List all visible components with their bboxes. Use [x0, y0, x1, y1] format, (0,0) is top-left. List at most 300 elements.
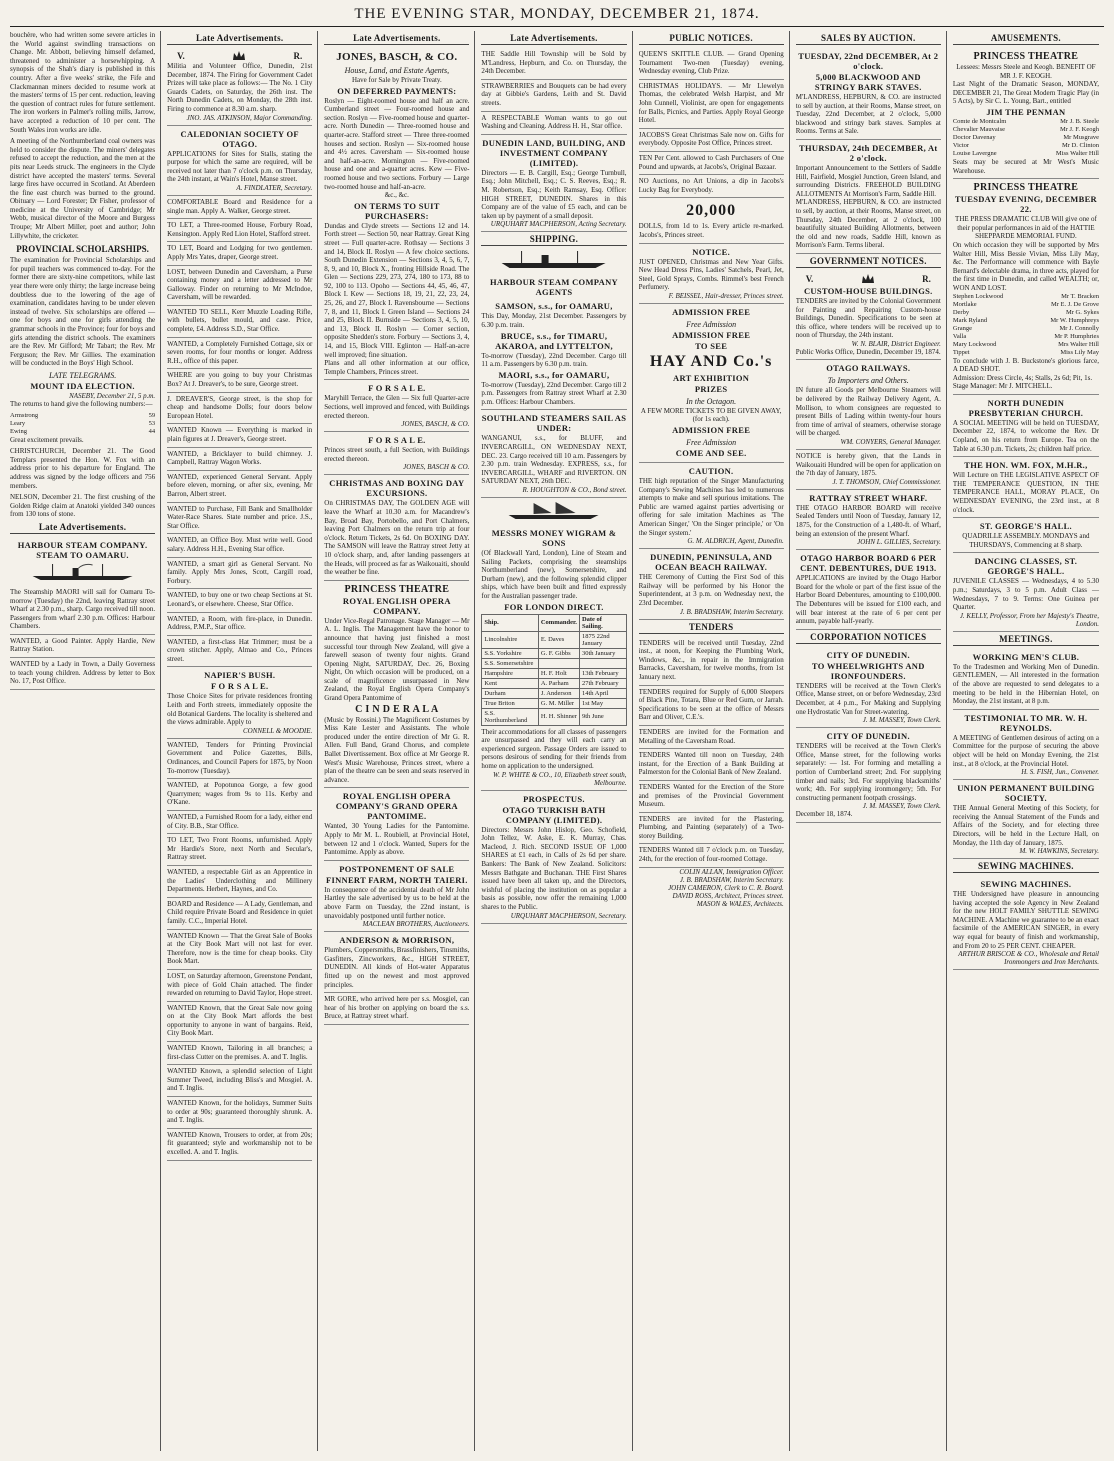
ad-text: Will Lecture on THE LEGISLATIVE ASPECT OF THE TEMPERANCE QUESTION, IN THE TEMPERANCE HALL, MORAY PLACE, On WEDNESDAY EVENING, the 23rd inst., at 8 o'clock. — [952, 471, 1099, 514]
ad-heading: NORTH DUNEDIN PRESBYTERIAN CHURCH. — [968, 397, 1084, 418]
section-heading: Late Advertisements. — [10, 522, 155, 534]
ad-text: WANTED, to buy one or two cheap Sections at St. Leonard's, or elsewhere. Cheese, Star Office. — [167, 591, 313, 608]
ad-signature: JNO. JAS. ATKINSON, Major Commanding. — [186, 113, 313, 122]
ad-text: NO Auctions, no Art Unions, a dip in Jacobs's Lucky Bag for Everybody. — [638, 177, 784, 194]
cast-row — [953, 309, 1099, 317]
cast-row — [953, 341, 1099, 349]
advertisement — [167, 448, 312, 471]
ad-heading: TUESDAY EVENING, DECEMBER 22. — [954, 194, 1098, 215]
ad-heading: OTAGO TURKISH BATH COMPANY (LIMITED). — [502, 804, 606, 825]
ad-text: THE PRESS DRAMATIC CLUB Will give one of their popular performances in aid of the HATTIE SHEPPARDE MEMORIAL FUND. — [955, 215, 1097, 241]
advertisement — [167, 242, 312, 265]
ad-signature: ARTHUR BRISCOE & CO., Wholesale and Retail Ironmongers and Iron Merchants. — [958, 950, 1099, 967]
ad-heading: HARBOUR STEAM COMPANY. STEAM TO OAMARU. — [17, 539, 148, 560]
ad-heading: ANDERSON & MORRISON, — [339, 935, 455, 946]
ad-text: The Steamship MAORI will sail for Oamaru To-morrow (Tuesday) the 22nd, leaving Rattray street Wharf at 2.30 p.m., sharp. Cargo received till noon. Passengers from wharf 2.30 p.m. Offices: Harbour Chambers. — [10, 587, 156, 631]
ad-text: Roslyn — Eight-roomed house and half an acre. Cumberland street — Four-roomed house and section. Roslyn — Five-roomed house and quarter-acre. North Dunedin — Three-roomed house and quarter-acre. Stafford street — Three three-roomed houses and section. Roslyn — Six-roomed house and 4½ acres. Caversham — Six-roomed house and half-an-acre. Mornington — Five-roomed house and one and a-quarter acres. Kew — Five-roomed house and two sections. Forbury — Large two-roomed house and half-an-acre. — [324, 96, 470, 191]
ad-line: Free Admission — [686, 438, 737, 448]
advertisement — [167, 534, 312, 557]
cast-role: Stephen Lockwood — [952, 292, 1004, 300]
ad-line: ADMISSION FREE — [672, 329, 751, 340]
crest-letter: R. — [922, 273, 931, 284]
advertisement — [639, 844, 784, 867]
ad-text: J. DREAVER'S, George street, is the shop for cheap and handsome Dolls; four doors below European Hotel. — [167, 394, 313, 420]
ad-heading: PRINCESS THEATRE — [973, 182, 1079, 194]
ad-text: Seats may be secured at Mr West's Music Warehouse. — [952, 157, 1099, 175]
ad-heading: DUNEDIN, PENINSULA, AND OCEAN BEACH RAILWAY. — [650, 552, 773, 573]
ad-heading: FOR LONDON DIRECT. — [504, 601, 604, 612]
ad-heading: 5,000 BLACKWOOD AND STRINGY BARK STAVES. — [814, 72, 922, 92]
ad-text: Admission: Dress Circle, 4s; Stalls, 2s 6d; Pit, 1s. — [952, 373, 1093, 382]
advertisement — [481, 112, 626, 135]
advertisement — [639, 129, 784, 152]
sailing-table — [481, 614, 626, 726]
table-header — [482, 614, 626, 631]
ad-line: In the Octagon. — [686, 396, 737, 406]
ad-text: JUST OPENED, Christmas and New Year Gifts. New Head Dress Pins, Ladies' Satchels, Pearl, Jet, Steel, Gold Sprays, Combs. Rimmel's best French Perfumery. — [638, 257, 784, 292]
advertisement — [639, 813, 784, 845]
column-2 — [167, 31, 318, 1451]
ad-text: TO LET, Board and Lodging for two gentlemen. Apply Mrs Yates, draper, George street. — [167, 244, 313, 261]
election-heading: MOUNT IDA ELECTION. — [30, 380, 135, 391]
ad-text: Last Night of the Dramatic Season, MONDAY, DECEMBER 21, The Great Modern Tragic Play (in 5 Acts), by Sir C. L. Young, Bart., entitled — [952, 80, 1099, 106]
ad-text: THE OTAGO HARBOR BOARD will receive Sealed Tenders until Noon of Tuesday, January 12, 1875, for the Construction of a 1,480-ft. of Wharf, being an extension of the present Wharf. — [795, 503, 941, 538]
ad-heading: F O R S A L E. — [368, 383, 426, 394]
advertisement — [481, 410, 626, 498]
cast-row — [953, 333, 1099, 341]
advertisement — [167, 636, 312, 668]
ad-heading: ROYAL ENGLISH OPERA COMPANY'S GRAND OPERA PANTOMIME. — [335, 791, 458, 822]
ad-line: COME AND SEE. — [675, 448, 747, 459]
section-heading: Late Advertisements. — [481, 33, 626, 45]
cast-role: Tippet — [952, 348, 970, 356]
article-text: The examination for Provincial Scholarships and for pupil teachers was commenced to-day. For the former there are sixty-nine competitors, while last year there were only thirty; the large increase being doubtless due to the lowering of the age of examination, candidates having to be under eleven instead of twelve. Six scholarships are offered — one for boys and one for girls attending the grammar schools in the Province; four for boys and girls attending the district schools. The examiners are the Rev. Mr Gifford; Mr Tabart; the Rev. Mr Ferguson; the Rev. Mr Gillies. The examination will be conducted in the Boys' High School. — [10, 256, 156, 368]
advertisement — [953, 395, 1099, 457]
advertisement — [167, 1097, 312, 1129]
classified-list — [167, 739, 312, 1161]
ad-text: WANTED Known — That the Great Sale of Books at the City Book Mart will not last for ever. Therefore, now is the time for cheap books. City Book Mart. — [167, 931, 313, 966]
advertisement — [167, 779, 312, 811]
ad-text: WANTED, experienced General Servant. Apply before eleven, morning, or after six, evening, Mr Barron, Albert street. — [167, 472, 313, 498]
advertisement — [167, 196, 312, 219]
ad-signature: J. M. MASSEY, Town Clerk. — [862, 802, 941, 811]
ad-heading: TUESDAY, 22nd DECEMBER, At 2 o'clock. — [798, 51, 939, 71]
candidate-name: Leary — [10, 419, 26, 427]
ad-heading: DANCING CLASSES, ST. GEORGE'S HALL. — [974, 556, 1078, 577]
advertisement — [639, 80, 784, 129]
section-heading: Late Advertisements. — [324, 33, 469, 45]
ad-text: WANTED, a Good Painter. Apply Hardie, New Rattray Station. — [10, 636, 156, 654]
advertisement — [10, 537, 155, 635]
candidate-votes: 59 — [148, 411, 156, 419]
section-heading: CORPORATION NOTICES — [796, 632, 941, 644]
column-7 — [953, 31, 1104, 1451]
ad-signature: DAVID ROSS, Architect, Princes street. — [672, 891, 784, 900]
table-cell: 27th February — [579, 678, 626, 688]
ad-line: ADMISSION FREE — [672, 425, 751, 436]
advertisement — [167, 48, 312, 126]
signers-list — [639, 868, 784, 908]
royal-crest — [167, 50, 312, 62]
advertisement — [10, 635, 155, 658]
ad-text: APPLICATIONS are invited by the Otago Harbor Board for the whole or part of the first issue of the Harbor Board Debentures, amounting to £100,000. The Debentures will be issued for £100 each, and will bear interest at the rate of 6 per cent per annum, payable half-yearly. — [795, 574, 941, 626]
table-cell: E. Daves — [538, 631, 579, 648]
advertisement — [953, 553, 1099, 631]
ad-heading: F O R S A L E. — [210, 681, 269, 692]
advertisement — [796, 450, 941, 490]
ad-heading: F O R S A L E. — [368, 435, 426, 446]
candidate-name: Ewing — [10, 427, 27, 435]
section-heading: Late Advertisements. — [167, 33, 312, 45]
ad-text: Important Announcement to the Settlers of Saddle Hill, Fairfield, Mosgiel Junction, Green Island, and surrounding Districts. FREEHOLD BUILDING ALLOTMENTS At Morrison's Farm, Saddle Hill. — [795, 163, 941, 198]
sailing-ship-icon — [481, 502, 626, 520]
advertisement — [167, 471, 312, 503]
ad-signature: JOHN CAMERON, Clerk to C. R. Board. — [668, 883, 784, 892]
ad-text: TENDERS will be received at the Town Clerk's Office, Manse street, for the following works separately: — 1st. For forming and metalling a portion of Cumberland street; 2nd. For supplying timber and nails; 3rd. For supplying blacksmiths' work; 4th. For supplying ironmongery; 5th. For constructing permanent footpath crossings. — [795, 742, 941, 802]
cast-role: Valla — [952, 332, 967, 340]
candidate-votes: 44 — [148, 427, 156, 435]
advertisement — [167, 1129, 312, 1161]
advertisement — [167, 613, 312, 636]
ad-text: QUEEN'S SKITTLE CLUB. — Grand Opening Tournament Two-men (Tuesday) evening, Wednesday evening, Club Prize. — [638, 50, 784, 76]
advertisement — [167, 1065, 312, 1097]
ad-heading: HARBOUR STEAM COMPANY AGENTS — [490, 277, 618, 298]
ad-text: (Of Blackwall Yard, London), Line of Steam and Sailing Packets, comprising the steamships Northumberland (new), Somersetshire, and Durham (new), and the following splendid clipper ships, which have been built and fitted expressly for the Australian passenger trade. — [481, 549, 627, 600]
ad-signature: J. B. BRADSHAW, Interim Secretary. — [679, 607, 784, 616]
ad-text: December 18, 1874. — [795, 810, 853, 819]
ad-text: WANTED, a Room, with fire-place, in Dunedin. Address, P.M.P., Star office. — [167, 614, 313, 632]
ad-text: THE Saddle Hill Township will be Sold by M'Landress, Hepburn, and Co. on Thursday, the 24th December. — [481, 50, 627, 76]
advertisement — [324, 993, 469, 1025]
table-cell — [579, 658, 626, 668]
section-heading: SEWING MACHINES. — [953, 861, 1099, 873]
ad-signature: A. FINDLATER, Secretary. — [236, 183, 313, 192]
cast-actor: Miss Lily May — [1060, 348, 1099, 356]
advertisement — [639, 781, 784, 813]
ad-text: Their accommodations for all classes of passengers are unsurpassed and they will each carry an experienced surgeon. Passage Orders are issued to persons desirous of sending for their friends from home on application to the undersigned. — [481, 727, 627, 770]
cast-role: Mortlake — [952, 300, 977, 308]
ad-text: Public Works Office, Dunedin, December 19, 1874. — [795, 347, 941, 356]
cast-actor: Mr D. Clinton — [1061, 141, 1099, 149]
ad-text: Directors — E. B. Cargill, Esq.; George Turnbull, Esq.; John Mitchell, Esq.; C. S. Reeves, Esq.; R. M. Robertson, Esq.; Keith Ramsay, Esq. Office: HIGH STREET, DUNEDIN. Shares in this Company are of the value of £5 each, and can be taken up by payment of a small deposit. — [481, 168, 627, 220]
ad-heading: TESTIMONIAL TO MR. W. H. REYNOLDS. — [964, 712, 1088, 733]
advertisement — [639, 637, 784, 686]
advertisement — [481, 791, 626, 924]
ad-text: WANTED, a Bricklayer to build chimney. J. Campbell, Rattray Wagon Works. — [167, 449, 313, 467]
table-cell: J. Anderson — [538, 688, 579, 698]
election-row — [10, 428, 155, 436]
advertisement — [167, 866, 312, 898]
advertisement — [796, 48, 941, 140]
masthead — [10, 6, 1104, 27]
cast-row — [953, 301, 1099, 309]
column-6 — [796, 31, 947, 1451]
cast-actor: Mr P. Humphries — [1054, 332, 1099, 340]
ad-text: Maryhill Terrace, the Glen — Six full Quarter-acre Sections, well improved and fenced, with Buildings erected thereon. — [324, 394, 470, 420]
ad-heading: ON TERMS TO SUIT PURCHASERS: — [353, 200, 440, 221]
ad-text: WANTED Known, that the Great Sale now going on at the City Book Mart affords the best opportunity to anyone in want of bargains. Reid, City Book Mart. — [167, 1003, 313, 1038]
advertisement — [167, 393, 312, 425]
crest-letter: V. — [177, 51, 185, 61]
ad-signature: J. KELLY, Professor, From her Majesty's Theatre, London. — [959, 611, 1099, 628]
ad-text: COMFORTABLE Board and Residence for a single man. Apply A. Walker, George street. — [167, 197, 313, 215]
advertisement — [481, 498, 626, 791]
cast-role: Mary Lockwood — [952, 340, 997, 348]
advertisement — [324, 475, 469, 580]
advertisement — [796, 728, 941, 823]
ad-heading: DUNEDIN LAND, BUILDING, AND INVESTMENT COMPANY (LIMITED). — [482, 137, 626, 168]
columns — [10, 31, 1104, 1451]
ad-text: WANTED TO SELL, Kerr Muzzle Loading Rifle, with bullets, bullet mould, and case. Price, complete, £4. Address S.D., Star Office. — [167, 307, 313, 334]
cast-row — [953, 293, 1099, 301]
ad-text: IN future all Goods per Melbourne Steamers will be delivered by the Railway Delivery Agent, A. Mollison, to whom consignees are requested to present Bills of Lading within twenty-four hours from time of arrival of steamers, otherwise storage will be charged. — [795, 386, 941, 438]
table-cell: S.S. Somersetshire — [482, 658, 538, 668]
advertisement — [167, 1002, 312, 1042]
cast-actor: Mr T. Bracken — [1061, 292, 1099, 300]
cast-actor: Mr J. F. Keogh — [1059, 125, 1099, 133]
cast-role: Comte de Montcalm — [952, 117, 1007, 125]
table-cell — [538, 658, 579, 668]
ad-heading: PROSPECTUS. — [523, 793, 585, 804]
table-row — [482, 678, 626, 688]
table-cell: 9th June — [579, 708, 626, 725]
advertisement — [167, 1042, 312, 1065]
article-text: Great excitement prevails. — [10, 435, 84, 444]
ad-text: Directors: Messrs John Hislop, Geo. Schofield, John Tellez, W. Aske, E. K. Murray, Chas. Macleod, J. Rich. SECOND ISSUE OF 1,000 SHARES at £1 each, in Calls of 2s 6d per share. Bankers: The Bank of New Zealand. Solicitors: Messrs Bathgate and Buchanan. THE First Shares issued have been all taken up, and the Directors, wishful of placing the institution on as popular a basis as possible, now offer the remaining 1,000 shares to the Public. — [481, 825, 627, 911]
advertisement — [796, 490, 941, 550]
ad-text: WHERE are you going to buy your Christmas Box? At J. Dreaver's, to be sure, George street. — [167, 371, 313, 389]
cast-row — [953, 118, 1099, 126]
cast-row — [953, 142, 1099, 150]
cast-row — [953, 317, 1099, 325]
ad-signature: J. T. THOMSON, Chief Commissioner. — [832, 477, 941, 486]
ad-heading: OTAGO RAILWAYS. — [826, 363, 911, 374]
headline-provincial-scholarships: PROVINCIAL SCHOLARSHIPS. — [16, 244, 149, 255]
ad-text: JACOBS'S Great Christmas Sale now on. Gifts for everybody. Opposite Post Office, Princes street. — [638, 130, 784, 148]
election-row — [10, 412, 155, 420]
ad-text: Wanted, 30 Young Ladies for the Pantomime. Apply to Mr M. L. Roubiell, at Provincial Hotel, between 12 and 1 o'clock. Wanted, Supers for the Pantomime. Apply as above. — [324, 822, 470, 857]
ad-text: TO LET, a Three-roomed House, Forbury Road, Kensington. Apply Red Lion Hotel, Stafford street. — [167, 221, 313, 238]
steamship-icon — [10, 563, 155, 581]
column-3 — [324, 31, 475, 1451]
advertisement — [324, 788, 469, 860]
ad-text: M'LANDRESS, HEPBURN, & CO. are instructed to sell by auction, at their Rooms, Manse street, on Tuesday, 22nd December, at 2 o'clock, 5,000 blackwood and stringy bark staves. Samples at Rooms. Terms at Sale. — [795, 93, 941, 136]
ad-text: Those Choice Sites for private residences fronting Leith and Forth streets, immediately opposite the old Botanical Gardens. The locality is sheltered and the views admirable. Apply to — [167, 692, 313, 727]
ad-text: WANTED Known, a splendid selection of Light Summer Tweed, including Bliss's and Mosgiel. A. and T. Inglis. — [167, 1067, 313, 1093]
ad-text: THE high reputation of the Singer Manufacturing Company's Sewing Machines has led to numerous attempts to make and sell spurious imitations. The Public are warned against parties advertising or offering for sale imitation Machines as 'The American Singer,' 'On the Singer principle,' or 'On the Singer system.' — [638, 477, 784, 537]
ad-heading: ON DEFERRED PAYMENTS: — [337, 85, 457, 96]
advertisement — [796, 140, 941, 254]
ad-text: WANTED, a Furnished Room for a lady, either end of City. B.B., Star Office. — [167, 813, 313, 830]
ad-heading: CAUTION. — [688, 466, 734, 477]
cast-role: Grange — [952, 324, 972, 332]
table-cell: Lincolnshire — [482, 631, 538, 648]
advertisement — [639, 198, 784, 243]
advertisement — [324, 380, 469, 432]
table-cell: H. F. Holt — [538, 668, 579, 678]
ad-text: Under Vice-Regal Patronage. Stage Manager — Mr A. L. Inglis. The Management have the honor to announce that having just finished a most successful tour through New Zealand, will give a farewell season of twenty four nights. Grand Opening Night, SATURDAY, Dec. 26, Boxing Night, On which occasion will be produced, on a scale of magnificence unsurpassed in New Zealand, the Royal English Opera Company's Grand Opera Pantomime of — [324, 616, 470, 703]
crest-letter: R. — [293, 51, 303, 61]
election-row — [10, 420, 155, 428]
cast-actor: Mr J. B. Steele — [1060, 117, 1099, 125]
cast-role: Chevalier Mauvaise — [952, 125, 1006, 133]
advertisement — [167, 126, 312, 196]
ad-text: (Music by Rossini.) The Magnificent Costumes by Miss Kate Lester and Assistants. The whole produced under the entire direction of Mr G. R. Allen. Full Band, Grand Chorus, and complete Ballet Divertissement. Box office at Mr George R. West's Music Warehouse, Princes street, where a plan of the theatre can be seen and seats reserved in advance. — [324, 715, 470, 784]
ad-text: Stage Manager: Mr J. MITCHELL. — [952, 382, 1053, 391]
advertisement — [167, 558, 312, 590]
ad-text: JUVENILE CLASSES — Wednesdays, 4 to 5.30 p.m.; Saturdays, 3 to 5 p.m. Adult Class — Wednesdays, 7 to 9. Terms: One Guinea per Quarter. — [952, 577, 1099, 612]
advertisement — [167, 667, 312, 738]
ad-signature: MACLEAN BROTHERS, Auctioneers. — [362, 920, 470, 929]
ad-text: THE Ceremony of Cutting the First Sod of this Railway will be performed by his Honor the Superintendent, at 3 p.m. on Wednesday next, the 23rd December. — [638, 573, 784, 607]
ad-heading: WORKING MEN'S CLUB. — [972, 651, 1080, 662]
ad-text: WANTED Known, Trousers to order, at from 20s; fit guaranteed; style and workmanship not to be excelled. A. and T. Inglis. — [167, 1130, 313, 1156]
ad-text: STRAWBERRIES and Bouquets can be had every day at Gibbie's Gardens, Leith and St. David streets. — [481, 81, 627, 107]
advertisement — [481, 80, 626, 112]
ad-subheading: House, Land, and Estate Agents, — [344, 66, 450, 75]
ad-heading: CITY OF DUNEDIN. — [826, 649, 910, 660]
advertisement — [953, 710, 1099, 780]
ad-subheading: To Importers and Others. — [827, 376, 909, 386]
ad-text: To-morrow (Tuesday), 22nd December. Cargo till 2 p.m. Passengers from Rattray street Wharf at 2.30 p.m. Offices: Harbour Chambers. — [481, 380, 627, 406]
advertisement — [167, 811, 312, 834]
table-cell: S.S. Yorkshire — [482, 648, 538, 658]
ad-heading: THE HON. WM. FOX, M.H.R., — [964, 460, 1088, 471]
article-text: NELSON, December 21. The first crushing of the Golden Ridge claim at Anatoki yielded 340 ounces from 130 tons of stone. — [10, 493, 156, 519]
advertisement — [10, 658, 155, 690]
ad-text: A MEETING of Gentlemen desirous of acting on a Committee for the purpose of securing the above object will be held on Monday Evening, the 21st inst., at 8 o'clock, at the Provincial Hotel. — [952, 733, 1099, 768]
table-header-cell: Date of Sailing. — [579, 614, 626, 631]
section-heading: SHIPPING. — [481, 234, 626, 246]
ad-line: ADMISSION FREE — [672, 306, 751, 317]
ad-heading: FINNERT FARM, NORTH TAIERI. — [325, 874, 468, 885]
ad-text: M'LANDRESS, HEPBURN, & CO. are instructed to sell, by auction, at their Rooms, Manse street, on Thursday, 24th December, at 2 o'clock, 100 beautifully situated Building Allotments, between the old and new roads, Saddle Hill, known as Morrison's Farm. Terms liberal. — [795, 198, 941, 250]
ad-text: Have for Sale by Private Treaty. — [351, 76, 442, 84]
cast-row — [953, 325, 1099, 333]
ad-signature: W. P. WHITE & CO., 10, Elizabeth street south, Melbourne. — [493, 770, 627, 787]
cast-role: Victor — [952, 141, 970, 149]
ad-text: LOST, between Dunedin and Caversham, a Purse containing money and a letter addressed to Mr Galloway. Finder on returning to Mr McIndoe, Caversham, will be rewarded. — [167, 267, 313, 302]
ad-text: NOTICE is hereby given, that the Lands in Waikouaiti Hundred will be open for application on the 7th day of January, 1875. — [795, 452, 941, 478]
ad-heading: CUSTOM-HOUSE BUILDINGS. — [803, 285, 933, 296]
ad-text: Dundas and Clyde streets — Sections 12 and 14. Forth street — Section 50, near Rattray. Great King street — Full quarter-acre. Rothsay — Sections 3 and 14, Block II. Roslyn — A few choice sections. South Dunedin Extension — Sections 3, 4, 5, 6, 7, 8, 9, and 10, Block X., fronting Hillside Road. The Glen — Sections 229, 273, 274, 180 to 173, 88 to 92, 100 to 113. Opoho — Sections 44, 45, 46, 47, Block I. Kew — Sections 18, 19, 21, 22, 23, 24, 25, 26, and 27, Block I. Ravensbourne — Sections 7, 8, and 11, Block I. Green Island — Sections 24 and 25, Block II. Burnside — Sections 3, 4, 5, 10, and 13, Block II. Roslyn — Corner section, opposite Shedden's store. Forbury — Sections 3, 4, 14, and 15, Block VIII. Eglinton — Half-an-acre well improved; fine situation. — [324, 221, 470, 359]
table-cell: A. Parham — [538, 678, 579, 688]
cast-role: Louise Lavergne — [952, 149, 997, 157]
ad-heading: POSTPONEMENT OF SALE — [339, 863, 455, 874]
cast-actor: Mr J. Connolly — [1059, 324, 1099, 332]
advertisement — [324, 932, 469, 993]
ad-text: On CHRISTMAS DAY, The GOLDEN AGE will leave the Wharf at 10.30 a.m. for Macandrew's Bay, Broad Bay, Portobello, and Port Chalmers, leaving Port Chalmers on the return trip at four o'clock. Return Tickets, 2s 6d. On BOXING DAY. The SAMSON will leave the Rattray street Jetty at 10 o'clock sharp, and, after landing passengers at the Heads, will proceed as far as Waikouaiti, should the weather be fine. — [324, 499, 470, 577]
advertisement — [167, 306, 312, 338]
ad-signature: MASON & WALES, Architects. — [696, 899, 784, 908]
table-row — [482, 708, 626, 725]
table-row — [482, 668, 626, 678]
ad-text: WANTED Known, Tailoring in all branches; a first-class Cutter on the premises. A. and T. Inglis. — [167, 1044, 313, 1061]
ad-text: THE Annual General Meeting of this Society, for receiving the Annual Statement of the Funds and Affairs of the Society, and for electing three Directors, will be held in the Lecture Hall, on Monday, the 11th day of January, 1875. — [952, 804, 1099, 847]
table-header-cell: Ship. — [482, 614, 538, 631]
advertisement — [639, 549, 784, 619]
table-header-cell: Commander. — [538, 614, 579, 631]
ad-signature: M. W. HAWKINS, Secretary. — [1019, 847, 1099, 856]
election-results — [10, 412, 155, 436]
ad-text: To conclude with J. B. Buckstone's glorious farce, A DEAD SHOT. — [952, 356, 1099, 374]
table-cell: G. F. Gibbs — [538, 648, 579, 658]
advertisement — [953, 457, 1099, 518]
table-cell: S.S. Northumberland — [482, 708, 538, 725]
table-cell: Kent — [482, 678, 538, 688]
ad-heading: SEWING MACHINES. — [980, 879, 1072, 890]
ad-heading: NOTICE. — [692, 246, 731, 257]
advertisement — [167, 369, 312, 392]
section-heading: SALES BY AUCTION. — [796, 33, 941, 45]
table-cell: Durham — [482, 688, 538, 698]
advertisement — [167, 266, 312, 306]
cast-role: Mark Ryland — [952, 316, 988, 324]
advertisement — [167, 424, 312, 447]
column-1 — [10, 31, 161, 1451]
ad-heading: JIM THE PENMAN — [986, 106, 1066, 117]
cast-row — [953, 126, 1099, 134]
advertisement — [796, 647, 941, 728]
ad-line: TO SEE — [695, 340, 728, 351]
steamship-icon — [481, 251, 626, 269]
ad-text: TENDERS Wanted till noon on Tuesday, 24th instant, for the Erection of a Bank Building at Palmerston for the Colonial Bank of New Zealand. — [638, 751, 784, 777]
dateline: NASEBY, December 21, 5 p.m. — [69, 391, 156, 400]
ad-text: TENDERS are invited for the Formation and Metalling of the Caversham Road. — [638, 727, 784, 745]
ad-heading: OTAGO HARBOR BOARD 6 PER CENT. DEBENTURES, DUE 1913. — [800, 553, 937, 574]
ad-text: THE Undersigned have pleasure in announcing having accepted the sole Agency in New Zealand for the new HOLT FAMILY SHUTTLE SEWING MACHINE. A Machine we guarantee to be an exact facsimile of the AMERICAN SINGER, in every way equal for beauty of finish and workmanship, and From 20 to 25 PER CENT. CHEAPER. — [952, 890, 1099, 950]
table-cell: H. H. Shinner — [538, 708, 579, 725]
classified-list — [167, 196, 312, 668]
ad-text: WANTED, an Office Boy. Must write well. Good salary. Address H.H., Evening Star office. — [167, 536, 313, 553]
cast-row — [953, 349, 1099, 357]
cast-role: Doctor Davenay — [952, 133, 996, 141]
advertisement — [639, 48, 784, 80]
column-5 — [639, 31, 790, 1451]
ad-heading: CHRISTMAS AND BOXING DAY EXCURSIONS. — [329, 478, 465, 499]
ad-signature: R. HOUGHTON & CO., Bond street. — [522, 486, 627, 495]
ad-text: TENDERS are invited for the Plastering, Plumbing, and Painting (separately) of a Two-storey Building. — [638, 814, 784, 840]
ad-signature: J. B. BRADSHAW, Interim Secretary. — [679, 875, 784, 884]
ad-heading: PRINCESS THEATRE — [973, 51, 1079, 62]
table-row — [482, 648, 626, 658]
ad-text: On which occasion they will be supported by Mrs Walter Hill, Miss Bessie Vivian, Miss Lily May, &c. The Performance will commence with Bayle Bernard's delectable drama, in three acts, played for the first time in Dunedin, and called WEALTH; or, WON AND LOST. — [952, 240, 1099, 292]
cast-row — [953, 150, 1099, 158]
advertisement — [167, 898, 312, 930]
advertisement — [639, 686, 784, 726]
table-cell: Hampshire — [482, 668, 538, 678]
ad-text: To the Tradesmen and Working Men of Dunedin. GENTLEMEN, — All interested in the formation of the above are requested to send delegates to a meeting to be held in the Hibernian Hotel, on Monday, the 21st instant, at 8 p.m. — [952, 662, 1099, 706]
ad-heading: MAORI, s.s., for OAMARU, — [498, 369, 610, 380]
advertisement — [953, 518, 1099, 553]
ad-text: TENDERS required for Supply of 6,000 Sleepers of Black Pine, Totara, Blue or Red Gum, or Jarrah. Specifications to be seen at the office of Messrs Barr and Oliver, C.E.'s. — [638, 687, 784, 722]
table-cell: 1875 22nd January — [579, 631, 626, 648]
ad-text: WANTED, at Popotunoa Gorge, a few good Quarrymen; wages from 9s to 11s. Kerby and O'Kane. — [167, 781, 313, 807]
table-cell: 30th January — [579, 648, 626, 658]
advertisement — [324, 432, 469, 475]
section-heading: PUBLIC NOTICES. — [639, 33, 784, 45]
ad-text: WANTED, a smart girl as General Servant. No family. Apply Mrs Jones, Scott, Cargill road, Forbury. — [167, 559, 313, 585]
ad-heading: SOUTHLAND STEAMERS SAIL AS UNDER: — [481, 413, 627, 434]
candidate-name: Armstrong — [10, 411, 39, 419]
table-row — [482, 698, 626, 708]
advertisement — [324, 48, 469, 380]
ad-heading: CALEDONIAN SOCIETY OF OTAGO. — [180, 128, 299, 149]
ad-text: This Day, Monday, 21st December. Passengers by 6.30 p.m. train. — [481, 312, 627, 329]
ad-heading: NAPIER'S BUSH. — [204, 670, 276, 681]
ad-text: TO LET, Two Front Rooms, unfurnished. Apply Mr Hardie's Store, next North and Secular's, Rattray street. — [167, 836, 313, 862]
table-cell: G. M. Miller — [538, 698, 579, 708]
